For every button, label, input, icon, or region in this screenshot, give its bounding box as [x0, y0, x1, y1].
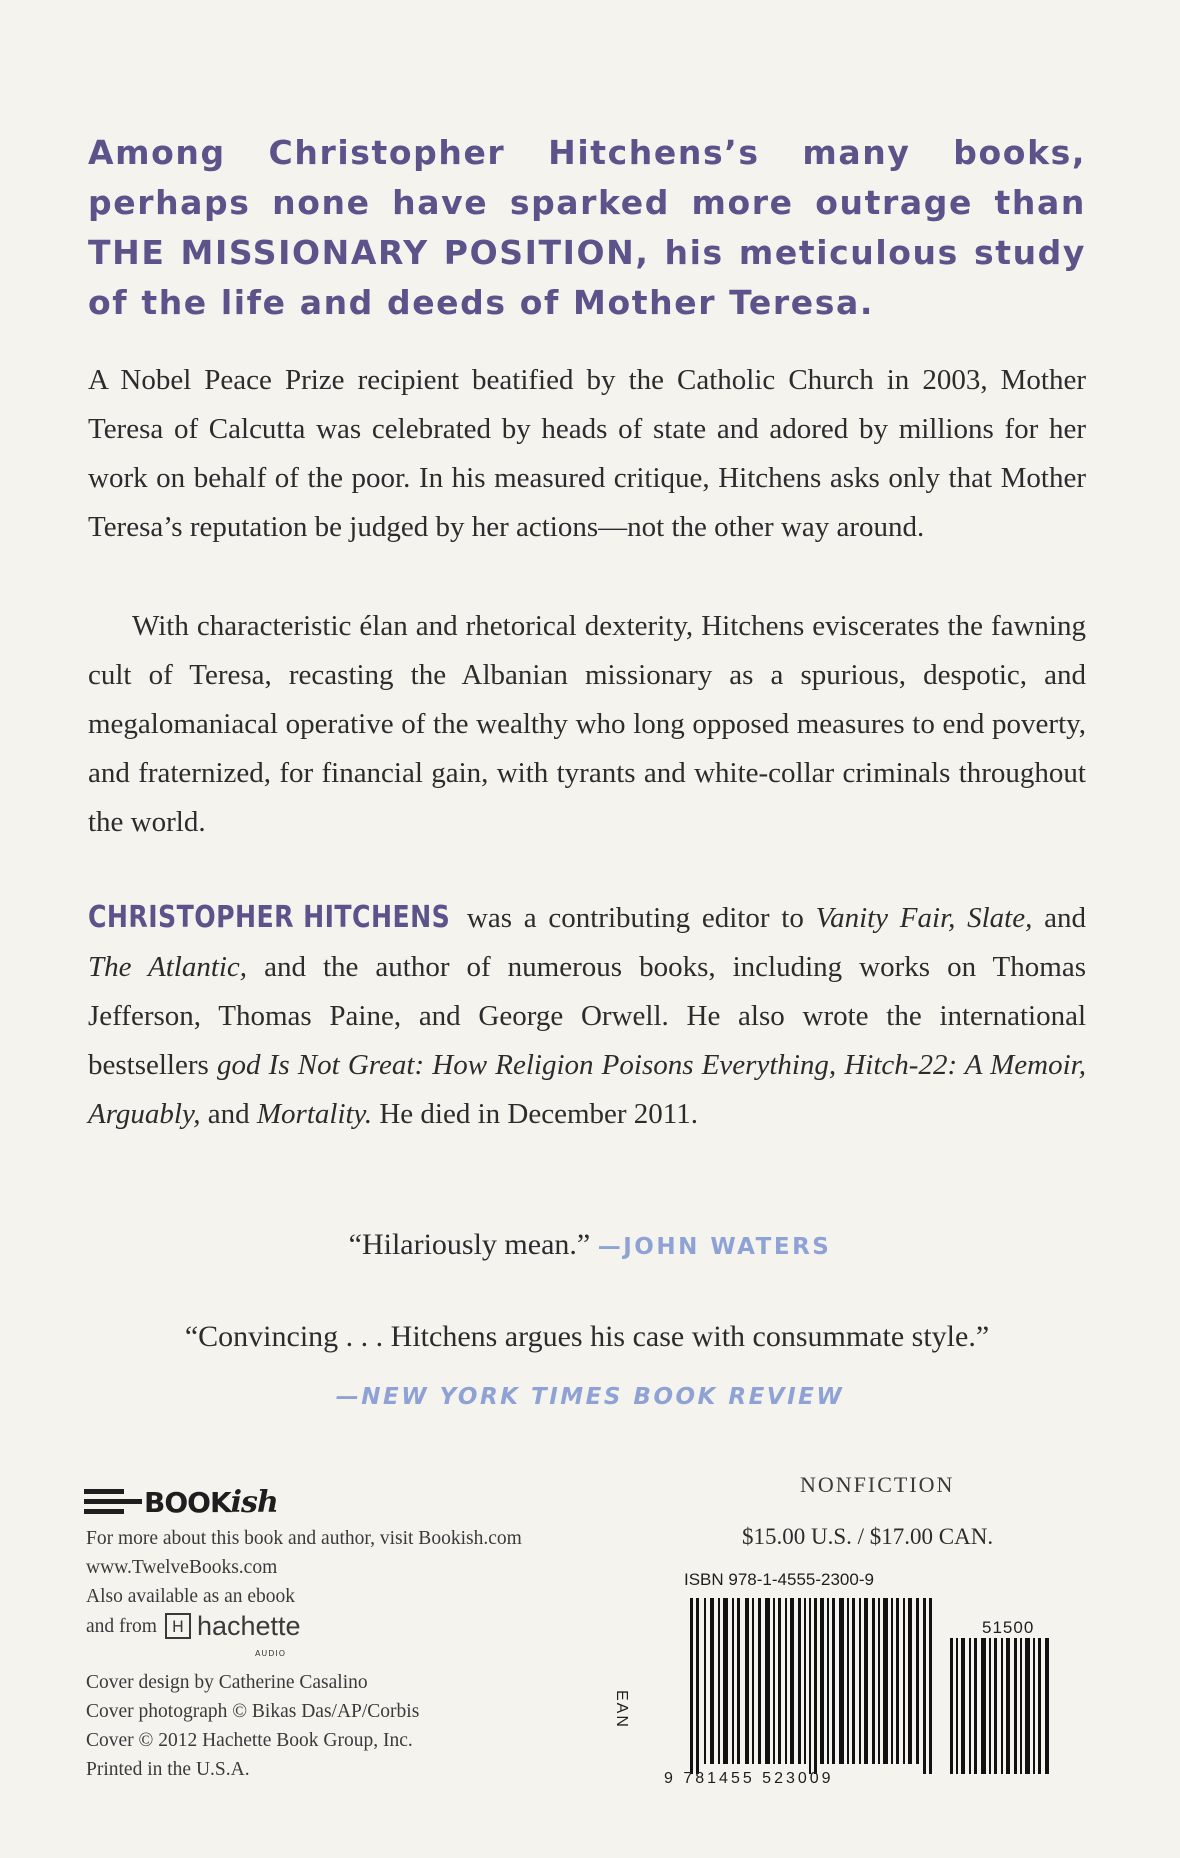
bio-text: and the author of numerous books, including works on Thomas Jefferson, Thomas Paine, and George Orwell. He also wrote the international bestsellers [88, 951, 1086, 1081]
isbn-label: ISBN 978-1-4555-2300-9 [684, 1570, 874, 1589]
bio-title: Mortality. [256, 1098, 373, 1130]
bookish-logo [84, 1482, 278, 1522]
category-label: NONFICTION [800, 1472, 955, 1497]
quote-1 [0, 1228, 1180, 1262]
credit-line: Cover photograph © Bikas Das/AP/Corbis [86, 1701, 420, 1722]
description-paragraph-2: With characteristic élan and rhetorical dexterity, Hitchens eviscerates the fawning cult of Teresa, recasting the Albanian missionary as a spurious, despotic, and megalomaniacal operative of the wealthy who long opposed measures to end poverty, and fraternized, for financial gain, with tyrants and white-collar criminals throughout the world. [88, 610, 1086, 838]
hachette-logo-icon: H [165, 1613, 191, 1639]
bio-title: god Is Not Great: How Religion Poisons Everything, Hitch-22: A Memoir, Arguably, [88, 1049, 1086, 1130]
ebook-note: Also available as an ebook [86, 1586, 296, 1607]
bookish-logo-text: BOOKish [144, 1484, 278, 1520]
quote-attribution: —JOHN WATERS [597, 1234, 832, 1260]
author-bio [88, 893, 1086, 1139]
ean-label: EAN [613, 1690, 630, 1729]
bio-text: and [1032, 902, 1086, 934]
quote-2 [88, 1320, 1086, 1354]
price-addon-code: 51500 [982, 1618, 1035, 1637]
footer-info [86, 1524, 646, 1658]
credit-line: Printed in the U.S.A. [86, 1759, 250, 1780]
hachette-logo-text: hachette AUDIO [196, 1611, 301, 1658]
quote-text: “Convincing . . . Hitchens argues his case with consummate style.” [184, 1320, 990, 1353]
bio-title: Vanity Fair, Slate, [815, 902, 1033, 934]
hachette-prefix: and from [86, 1616, 157, 1637]
description-paragraph-1: A Nobel Peace Prize recipient beatified by the Catholic Church in 2003, Mother Teresa of Calcutta was celebrated by heads of state and adored by millions for her work on behalf of the poor. In his measured critique, Hitchens asks only that Mother Teresa’s reputation be judged by her actions—not the other way around. [88, 364, 1086, 543]
bio-text: was a contributing editor to [455, 902, 816, 934]
bookish-lines-icon [84, 1489, 142, 1515]
bio-title: The Atlantic, [88, 951, 248, 983]
credit-line: Cover design by Catherine Casalino [86, 1672, 368, 1693]
hachette-audio-row [86, 1611, 646, 1658]
bio-text: and [200, 1098, 257, 1130]
barcode-digits: 9 781455 523009 [664, 1770, 834, 1787]
bio-text: He died in December 2011. [372, 1098, 698, 1130]
bookish-info-line: For more about this book and author, visit Bookish.com [86, 1528, 522, 1549]
headline-blurb: Among Christopher Hitchens’s many books, perhaps none have sparked more outrage than THE MISSIONARY POSITION, his meticulous study of the life and deeds of Mother Teresa. [88, 133, 1086, 322]
publisher-url: www.TwelveBooks.com [86, 1557, 278, 1578]
credit-line: Cover © 2012 Hachette Book Group, Inc. [86, 1730, 413, 1751]
price-label: $15.00 U.S. / $17.00 CAN. [742, 1524, 994, 1549]
quote-text: “Hilariously mean.” [348, 1228, 591, 1261]
quote-attribution: —NEW YORK TIMES BOOK REVIEW [335, 1384, 845, 1410]
cover-credits [86, 1668, 646, 1784]
author-name: CHRISTOPHER HITCHENS [88, 900, 451, 935]
quote-2-attribution-row [0, 1384, 1180, 1410]
